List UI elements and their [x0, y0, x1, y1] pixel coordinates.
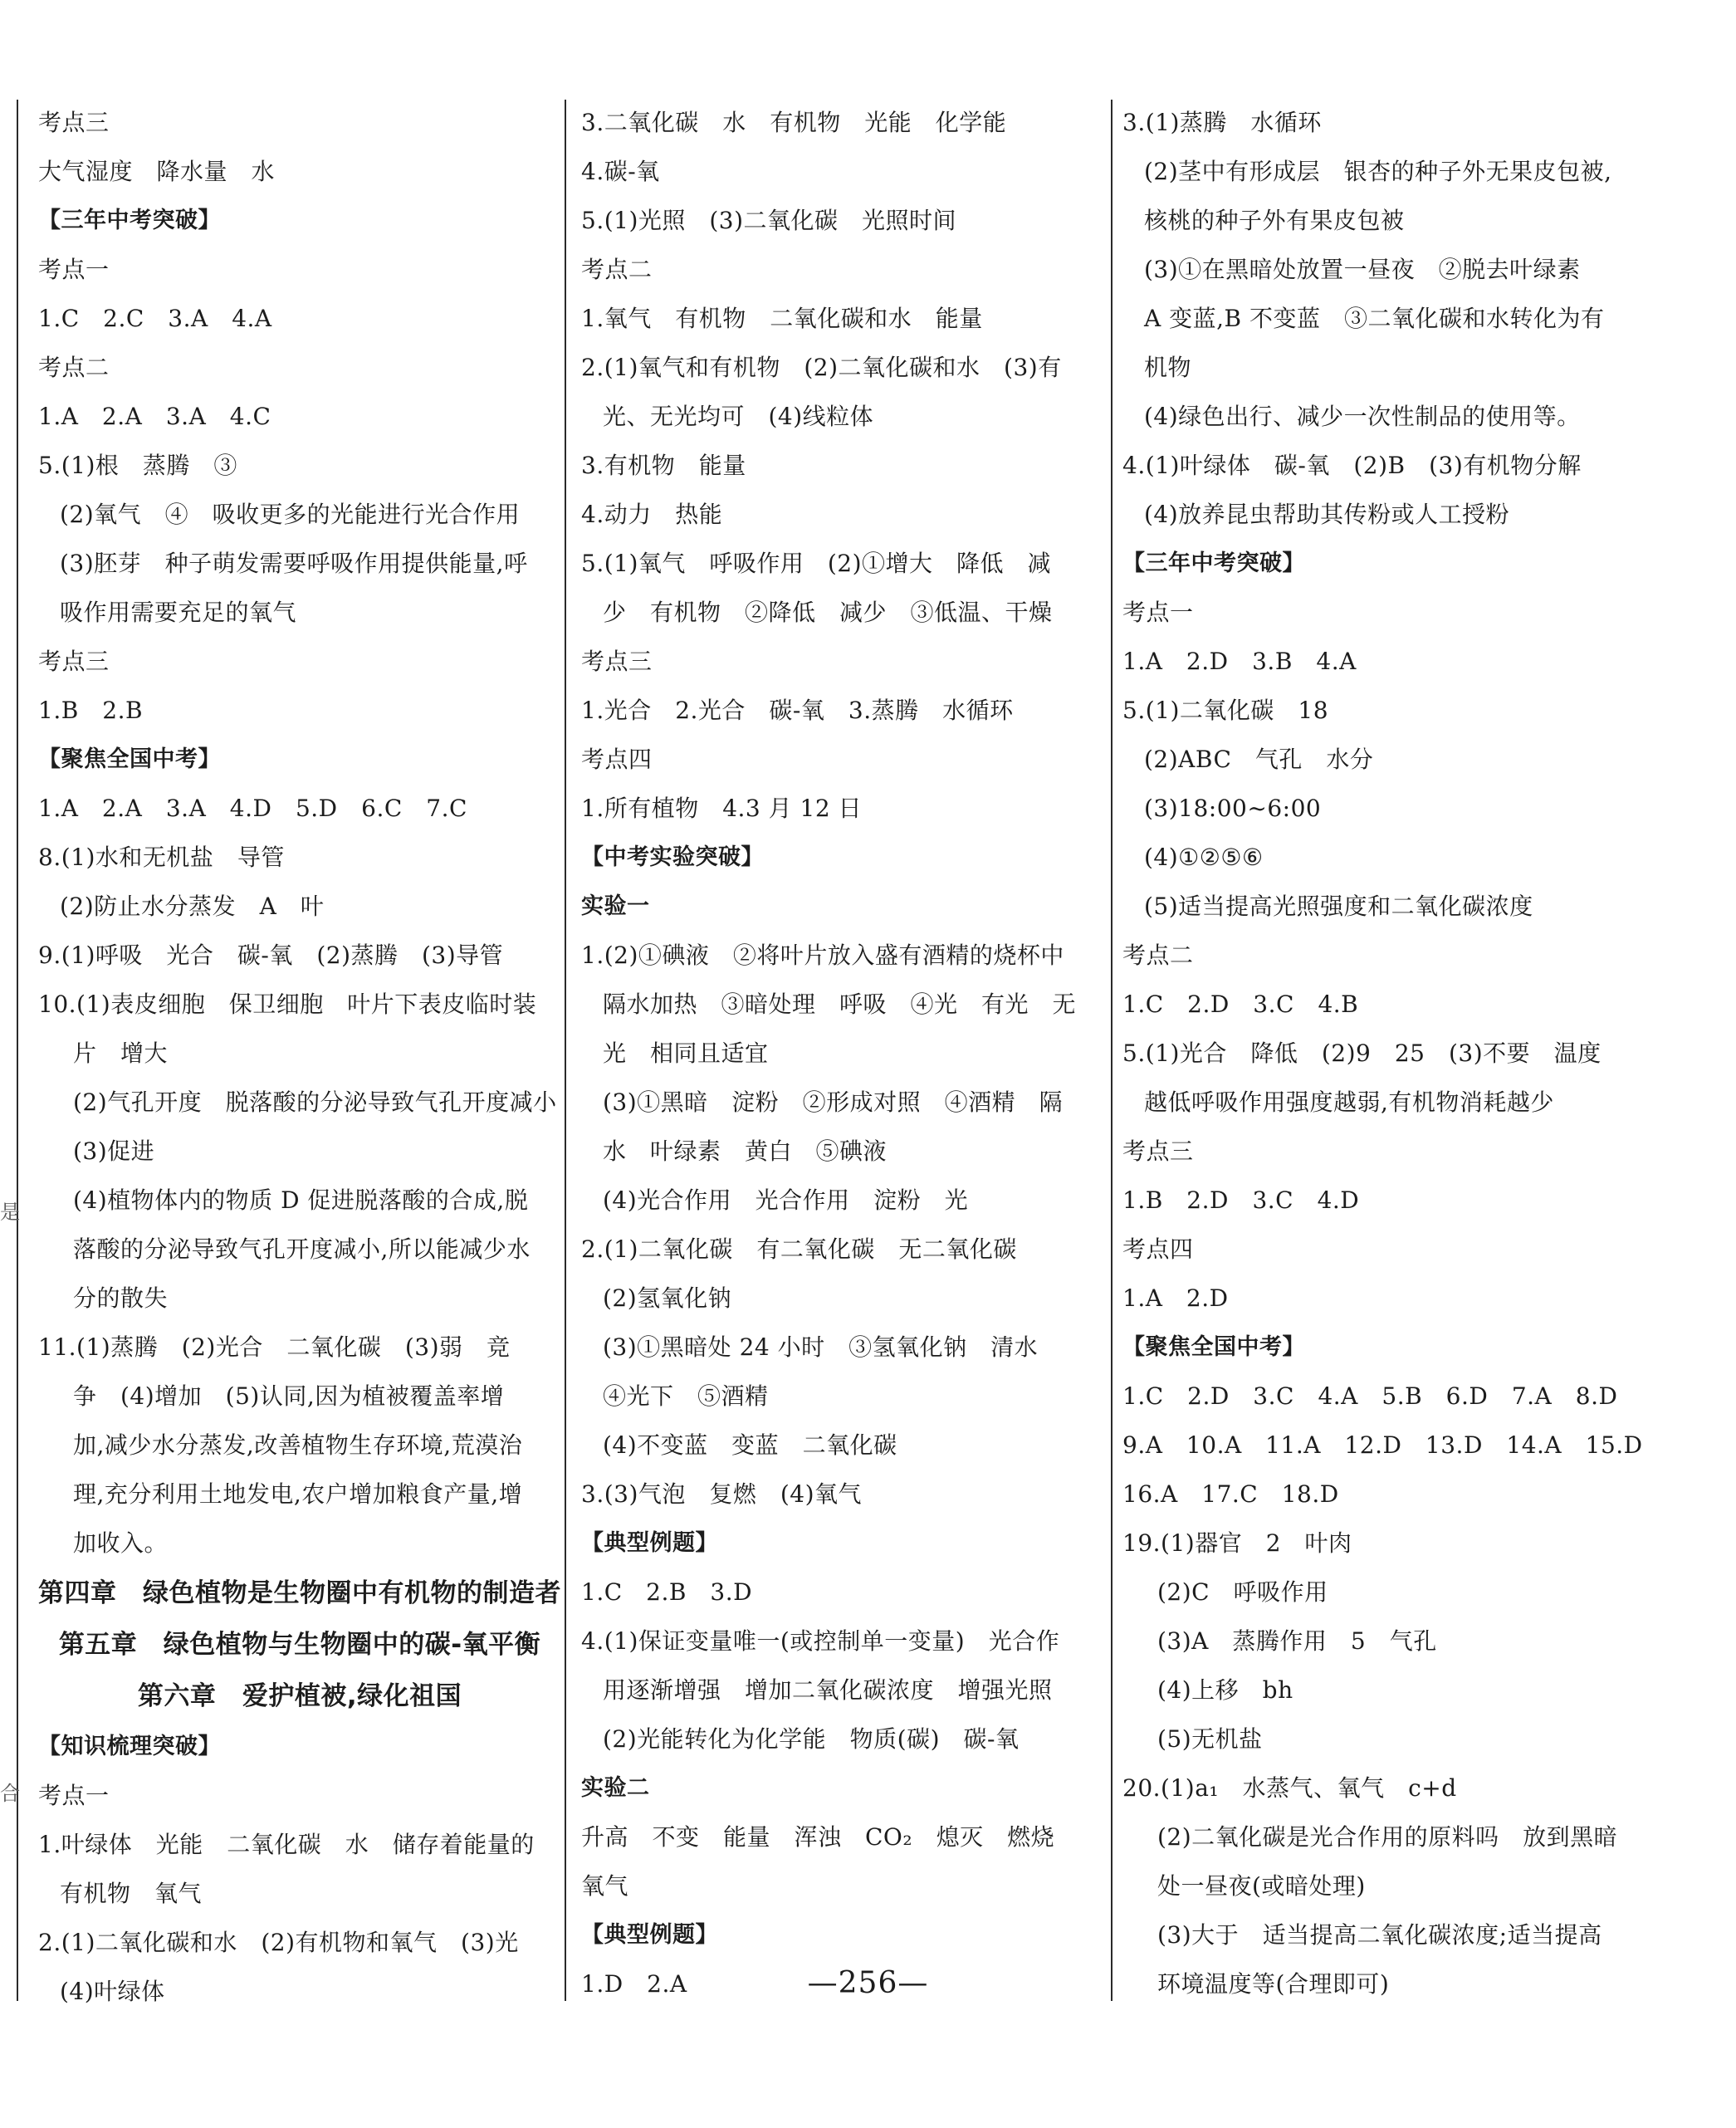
- answer-line: 环境温度等(合理即可): [1157, 1970, 1390, 1998]
- section-heading: 【聚焦全国中考】: [1122, 1334, 1305, 1360]
- answer-line: 1.D 2.A: [581, 1970, 687, 1998]
- answer-line: (2)二氧化碳是光合作用的原料吗 放到黑暗: [1157, 1823, 1618, 1851]
- answer-line: (4)放养昆虫帮助其传粉或人工授粉: [1144, 501, 1510, 528]
- answer-line: (3)促进: [73, 1137, 155, 1165]
- answer-line: 光 相同且适宜: [603, 1040, 769, 1067]
- answer-line: 核桃的种子外有果皮包被: [1144, 207, 1405, 234]
- section-heading: 【三年中考突破】: [38, 208, 221, 233]
- answer-line: 考点一: [38, 256, 110, 283]
- section-heading: 【三年中考突破】: [1122, 550, 1305, 576]
- answer-line: 吸作用需要充足的氧气: [60, 599, 297, 626]
- answer-line: ④光下 ⑤酒精: [603, 1382, 769, 1410]
- answer-column-3: [1122, 98, 1654, 2008]
- answer-line: (5)无机盐: [1157, 1725, 1263, 1753]
- answer-line: 1.B 2.D 3.C 4.D: [1122, 1186, 1360, 1214]
- answer-line: 用逐渐增强 增加二氧化碳浓度 增强光照: [603, 1676, 1053, 1704]
- answer-line: 9.(1)呼吸 光合 碳-氧 (2)蒸腾 (3)导管: [38, 942, 504, 969]
- answer-line: (4)绿色出行、减少一次性制品的使用等。: [1144, 403, 1581, 430]
- answer-line: (3)胚芽 种子萌发需要呼吸作用提供能量,呼: [60, 550, 528, 577]
- answer-line: 争 (4)增加 (5)认同,因为植被覆盖率增: [73, 1382, 505, 1410]
- answer-line: 加收入。: [73, 1529, 169, 1557]
- answer-line: 加,减少水分蒸发,改善植物生存环境,荒漠治: [73, 1431, 523, 1459]
- answer-line: 水 叶绿素 黄白 ⑤碘液: [603, 1137, 888, 1165]
- answer-line: 考点三: [1122, 1137, 1194, 1165]
- answer-line: 5.(1)光照 (3)二氧化碳 光照时间: [581, 207, 957, 234]
- answer-line: (4)①②⑤⑥: [1144, 844, 1264, 871]
- section-heading: 实验二: [581, 1775, 650, 1801]
- answer-line: (4)光合作用 光合作用 淀粉 光: [603, 1186, 969, 1214]
- answer-line: 5.(1)根 蒸腾 ③: [38, 452, 237, 479]
- answer-line: 片 增大: [73, 1040, 169, 1067]
- answer-line: (2)C 呼吸作用: [1157, 1578, 1328, 1606]
- answer-line: A 变蓝,B 不变蓝 ③二氧化碳和水转化为有: [1144, 305, 1605, 332]
- answer-line: 20.(1)a₁ 水蒸气、氧气 c+d: [1122, 1774, 1457, 1802]
- answer-line: 3.(1)蒸腾 水循环: [1122, 109, 1322, 136]
- answer-line: 2.(1)二氧化碳 有二氧化碳 无二氧化碳: [581, 1235, 1017, 1263]
- answer-line: 分的散失: [73, 1284, 169, 1312]
- answer-line: 处一昼夜(或暗处理): [1157, 1872, 1366, 1900]
- answer-line: 4.(1)保证变量唯一(或控制单一变量) 光合作: [581, 1627, 1060, 1655]
- answer-line: 机物: [1144, 354, 1192, 381]
- answer-line: 4.(1)叶绿体 碳-氧 (2)B (3)有机物分解: [1122, 452, 1582, 479]
- answer-line: 11.(1)蒸腾 (2)光合 二氧化碳 (3)弱 竞: [38, 1333, 511, 1361]
- section-heading: 【聚焦全国中考】: [38, 746, 221, 772]
- chapter-title: 第四章 绿色植物是生物圈中有机物的制造者: [38, 1578, 561, 1608]
- answer-line: 1.所有植物 4.3 月 12 日: [581, 795, 863, 822]
- answer-line: (4)叶绿体: [60, 1978, 165, 2005]
- page-number: —256—: [807, 1966, 929, 2000]
- answer-line: 考点四: [1122, 1235, 1194, 1263]
- answer-line: 9.A 10.A 11.A 12.D 13.D 14.A 15.D: [1122, 1431, 1643, 1459]
- answer-line: 1.B 2.B: [38, 697, 144, 724]
- answer-line: (4)植物体内的物质 D 促进脱落酸的合成,脱: [73, 1186, 529, 1214]
- answer-line: 1.光合 2.光合 碳-氧 3.蒸腾 水循环: [581, 697, 1014, 724]
- section-heading: 实验一: [581, 893, 650, 919]
- column-divider-2: [1111, 100, 1113, 2001]
- answer-line: 1.氧气 有机物 二氧化碳和水 能量: [581, 305, 983, 332]
- answer-line: 10.(1)表皮细胞 保卫细胞 叶片下表皮临时装: [38, 991, 537, 1018]
- answer-line: 19.(1)器官 2 叶肉: [1122, 1529, 1352, 1557]
- answer-line: (5)适当提高光照强度和二氧化碳浓度: [1144, 893, 1533, 920]
- edge-fragment: 是: [0, 1201, 20, 1224]
- section-heading: 【典型例题】: [581, 1530, 718, 1556]
- answer-line: 考点二: [581, 256, 653, 283]
- answer-line: 隔水加热 ③暗处理 呼吸 ④光 有光 无: [603, 991, 1077, 1018]
- answer-line: 1.A 2.A 3.A 4.C: [38, 403, 271, 430]
- answer-line: 5.(1)二氧化碳 18: [1122, 697, 1329, 724]
- answer-line: 考点二: [38, 354, 110, 381]
- answer-line: (3)①黑暗 淀粉 ②形成对照 ④酒精 隔: [603, 1088, 1064, 1116]
- answer-line: (3)18:00~6:00: [1144, 795, 1322, 822]
- answer-line: 4.碳-氧: [581, 158, 660, 185]
- answer-line: 2.(1)氧气和有机物 (2)二氧化碳和水 (3)有: [581, 354, 1062, 381]
- answer-line: (2)氢氧化钠: [603, 1284, 732, 1312]
- left-margin-divider: [17, 100, 18, 2001]
- answer-line: 4.动力 热能: [581, 501, 723, 528]
- answer-line: (3)①黑暗处 24 小时 ③氢氧化钠 清水: [603, 1333, 1039, 1361]
- edge-fragment: 合: [0, 1782, 20, 1805]
- section-heading: 【中考实验突破】: [581, 844, 764, 870]
- answer-line: 16.A 17.C 18.D: [1122, 1480, 1339, 1508]
- answer-line: 落酸的分泌导致气孔开度减小,所以能减少水: [73, 1235, 531, 1263]
- answer-line: 理,充分利用土地发电,农户增加粮食产量,增: [73, 1480, 523, 1508]
- answer-line: 1.C 2.C 3.A 4.A: [38, 305, 272, 332]
- section-heading: 【典型例题】: [581, 1922, 718, 1948]
- section-heading: 【知识梳理突破】: [38, 1734, 221, 1759]
- column-divider-1: [565, 100, 566, 2001]
- answer-line: 考点三: [38, 109, 110, 136]
- answer-line: 少 有机物 ②降低 减少 ③低温、干燥: [603, 599, 1053, 626]
- answer-line: (3)大于 适当提高二氧化碳浓度;适当提高: [1157, 1921, 1602, 1949]
- answer-line: 2.(1)二氧化碳和水 (2)有机物和氧气 (3)光: [38, 1929, 519, 1956]
- answer-line: 1.A 2.A 3.A 4.D 5.D 6.C 7.C: [38, 795, 467, 822]
- answer-column-1: [38, 98, 561, 2016]
- answer-line: 越低呼吸作用强度越弱,有机物消耗越少: [1144, 1088, 1554, 1116]
- chapter-title: 第五章 绿色植物与生物圈中的碳-氧平衡: [58, 1630, 541, 1660]
- answer-line: 3.有机物 能量: [581, 452, 746, 479]
- answer-line: 1.C 2.D 3.C 4.B: [1122, 991, 1359, 1018]
- answer-line: 1.(2)①碘液 ②将叶片放入盛有酒精的烧杯中: [581, 942, 1064, 969]
- answer-line: (2)光能转化为化学能 物质(碳) 碳-氧: [603, 1725, 1020, 1753]
- answer-line: (4)不变蓝 变蓝 二氧化碳: [603, 1431, 897, 1459]
- answer-line: 3.(3)气泡 复燃 (4)氧气: [581, 1480, 863, 1508]
- answer-line: 考点一: [1122, 599, 1194, 626]
- answer-line: 有机物 氧气: [60, 1880, 203, 1907]
- answer-line: (2)防止水分蒸发 A 叶: [60, 893, 325, 920]
- answer-line: 1.叶绿体 光能 二氧化碳 水 储存着能量的: [38, 1831, 535, 1858]
- answer-line: (3)①在黑暗处放置一昼夜 ②脱去叶绿素: [1144, 256, 1581, 283]
- answer-line: 大气湿度 降水量 水: [38, 158, 276, 185]
- answer-column-2: [581, 98, 1104, 2008]
- answer-line: (2)气孔开度 脱落酸的分泌导致气孔开度减小: [73, 1088, 557, 1116]
- answer-line: 考点一: [38, 1782, 110, 1809]
- answer-line: 升高 不变 能量 浑浊 CO₂ 熄灭 燃烧: [581, 1823, 1055, 1851]
- answer-line: 考点四: [581, 746, 653, 773]
- answer-line: 考点二: [1122, 942, 1194, 969]
- answer-line: 考点三: [38, 648, 110, 675]
- chapter-title: 第六章 爱护植被,绿化祖国: [137, 1681, 462, 1711]
- answer-line: 5.(1)氧气 呼吸作用 (2)①增大 降低 减: [581, 550, 1052, 577]
- answer-line: 1.A 2.D: [1122, 1284, 1229, 1312]
- answer-line: 1.C 2.B 3.D: [581, 1578, 753, 1606]
- answer-line: 1.C 2.D 3.C 4.A 5.B 6.D 7.A 8.D: [1122, 1382, 1618, 1410]
- answer-line: 考点三: [581, 648, 653, 675]
- answer-line: 1.A 2.D 3.B 4.A: [1122, 648, 1357, 675]
- answer-line: (2)茎中有形成层 银杏的种子外无果皮包被,: [1144, 158, 1612, 185]
- answer-line: 光、无光均可 (4)线粒体: [603, 403, 874, 430]
- answer-line: 氧气: [581, 1872, 629, 1900]
- answer-line: (2)氧气 ④ 吸收更多的光能进行光合作用: [60, 501, 521, 528]
- answer-line: 5.(1)光合 降低 (2)9 25 (3)不要 温度: [1122, 1040, 1602, 1067]
- answer-line: 3.二氧化碳 水 有机物 光能 化学能: [581, 109, 1007, 136]
- answer-line: (4)上移 bh: [1157, 1676, 1293, 1704]
- answer-line: 8.(1)水和无机盐 导管: [38, 844, 285, 871]
- answer-line: (3)A 蒸腾作用 5 气孔: [1157, 1627, 1437, 1655]
- answer-line: (2)ABC 气孔 水分: [1144, 746, 1374, 773]
